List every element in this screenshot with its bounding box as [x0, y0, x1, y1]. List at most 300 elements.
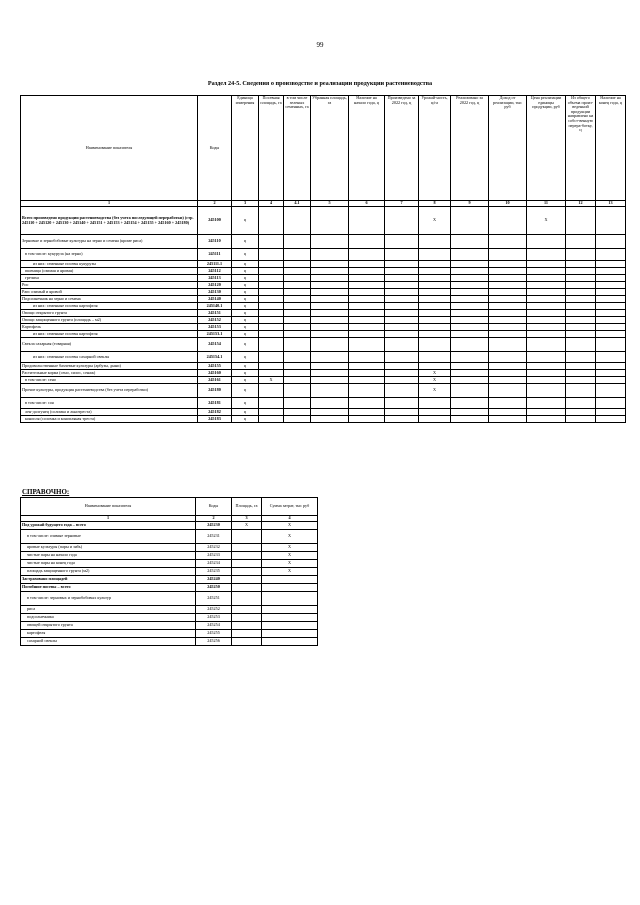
data-cell: [385, 289, 419, 296]
table-row: [21, 235, 626, 249]
data-cell: [489, 207, 527, 235]
data-cell: [566, 352, 596, 363]
data-cell: [419, 331, 451, 338]
reference-row-code: 245253: [196, 613, 232, 621]
row-code: 245153.1: [198, 331, 232, 338]
row-name: конопля (соломка и конопляная треста): [21, 416, 198, 423]
data-cell: [259, 370, 284, 377]
data-cell: [259, 282, 284, 289]
data-cell: [284, 275, 311, 282]
table-row: [21, 207, 626, 235]
reference-cost-cell: [262, 591, 318, 605]
data-cell: [566, 235, 596, 249]
data-cell: [451, 331, 489, 338]
reference-row: [21, 543, 318, 551]
data-cell: [349, 416, 385, 423]
data-cell: [311, 398, 349, 409]
row-name: лен-долгунец (соломка и льнотреста): [21, 409, 198, 416]
reference-row: [21, 529, 318, 543]
data-cell: [284, 249, 311, 261]
reference-column-header: Сумма затрат, тыс руб: [262, 498, 318, 516]
data-cell: [284, 331, 311, 338]
data-cell: [451, 261, 489, 268]
data-cell: [596, 282, 626, 289]
data-cell: [527, 352, 566, 363]
data-cell: [596, 324, 626, 331]
data-cell: [419, 409, 451, 416]
data-cell: [349, 235, 385, 249]
column-header: Убранная площадь, га: [311, 96, 349, 201]
reference-area-cell: [232, 605, 262, 613]
data-cell: [527, 275, 566, 282]
data-cell: [596, 409, 626, 416]
reference-cost-cell: X: [262, 543, 318, 551]
reference-column-number: 4: [262, 516, 318, 522]
column-number: 10: [489, 201, 527, 207]
data-cell: [259, 384, 284, 398]
data-cell: [451, 398, 489, 409]
data-cell: [419, 317, 451, 324]
data-cell: [489, 352, 527, 363]
data-cell: [311, 384, 349, 398]
reference-cost-cell: X: [262, 567, 318, 575]
reference-row: [21, 591, 318, 605]
data-cell: [451, 370, 489, 377]
table-row: [21, 384, 626, 398]
column-header: Наличие на начало года, ц: [349, 96, 385, 201]
row-unit: ц: [232, 352, 259, 363]
row-name: из них: семенные посевы картофеля: [21, 331, 198, 338]
data-cell: [349, 310, 385, 317]
data-cell: [489, 275, 527, 282]
reference-row: [21, 629, 318, 637]
row-unit: ц: [232, 370, 259, 377]
row-code: 245120: [198, 282, 232, 289]
data-cell: [419, 303, 451, 310]
data-cell: [489, 261, 527, 268]
data-cell: [311, 317, 349, 324]
row-code: 245140.1: [198, 303, 232, 310]
row-unit: ц: [232, 331, 259, 338]
reference-column-number: 3: [232, 516, 262, 522]
reference-row-code: 245254: [196, 621, 232, 629]
data-cell: [284, 261, 311, 268]
data-cell: X: [259, 377, 284, 384]
row-name: в том числе: кукуруза (на зерно): [21, 249, 198, 261]
reference-header-row: [21, 498, 318, 516]
column-number: 2: [198, 201, 232, 207]
data-cell: [311, 416, 349, 423]
reference-row-code: 245256: [196, 637, 232, 645]
row-name: Растительные корма (сено, силос, сенаж): [21, 370, 198, 377]
reference-area-cell: [232, 583, 262, 591]
data-cell: [489, 303, 527, 310]
data-cell: [349, 370, 385, 377]
data-cell: [385, 384, 419, 398]
row-code: 245151: [198, 310, 232, 317]
data-cell: [566, 338, 596, 352]
data-cell: [284, 352, 311, 363]
reference-area-cell: [232, 575, 262, 583]
data-cell: [489, 249, 527, 261]
data-cell: [451, 317, 489, 324]
data-cell: [284, 207, 311, 235]
data-cell: [527, 310, 566, 317]
data-cell: [349, 398, 385, 409]
data-cell: [596, 296, 626, 303]
data-cell: [451, 296, 489, 303]
data-cell: [259, 352, 284, 363]
row-name: пшеница (озимая и яровая): [21, 268, 198, 275]
data-cell: [349, 296, 385, 303]
row-unit: ц: [232, 261, 259, 268]
data-cell: [489, 331, 527, 338]
row-code: 245152: [198, 317, 232, 324]
data-cell: [451, 303, 489, 310]
row-code: 245181: [198, 398, 232, 409]
reference-cost-cell: [262, 605, 318, 613]
data-cell: [566, 289, 596, 296]
data-cell: [349, 261, 385, 268]
data-cell: [284, 289, 311, 296]
data-cell: X: [527, 207, 566, 235]
data-cell: [349, 207, 385, 235]
data-cell: [349, 282, 385, 289]
data-cell: [419, 282, 451, 289]
data-cell: [259, 207, 284, 235]
data-cell: [527, 235, 566, 249]
data-cell: [311, 235, 349, 249]
data-cell: [259, 416, 284, 423]
reference-cost-cell: [262, 575, 318, 583]
data-cell: X: [419, 384, 451, 398]
data-cell: [489, 370, 527, 377]
data-cell: [349, 249, 385, 261]
row-name: Рапс озимый и яровой: [21, 289, 198, 296]
data-cell: [566, 409, 596, 416]
table-row: [21, 409, 626, 416]
data-cell: [566, 268, 596, 275]
data-cell: [259, 409, 284, 416]
reference-row-code: 245252: [196, 605, 232, 613]
data-cell: [566, 317, 596, 324]
data-cell: [311, 296, 349, 303]
data-cell: [311, 363, 349, 370]
data-cell: [596, 363, 626, 370]
data-cell: [527, 363, 566, 370]
data-cell: [596, 331, 626, 338]
table-row: [21, 249, 626, 261]
reference-title: СПРАВОЧНО:: [22, 488, 70, 496]
row-code: 245154.1: [198, 352, 232, 363]
data-cell: [596, 261, 626, 268]
data-cell: [596, 268, 626, 275]
column-header: Доход от реализации, тыс руб: [489, 96, 527, 201]
table-row: [21, 310, 626, 317]
data-cell: [349, 317, 385, 324]
data-cell: [527, 324, 566, 331]
reference-row-code: 245255: [196, 629, 232, 637]
row-code: 245111.1: [198, 261, 232, 268]
row-code: 245154: [198, 338, 232, 352]
reference-column-number: 1: [21, 516, 196, 522]
data-cell: [566, 310, 596, 317]
reference-area-cell: [232, 613, 262, 621]
column-header: Цена реализации единицы продукции, руб: [527, 96, 566, 201]
data-cell: [596, 310, 626, 317]
data-cell: [566, 416, 596, 423]
data-cell: [385, 331, 419, 338]
data-cell: [385, 324, 419, 331]
reference-cost-cell: [262, 629, 318, 637]
reference-column-header: Наименование показателя: [21, 498, 196, 516]
data-cell: [527, 331, 566, 338]
data-cell: [349, 377, 385, 384]
data-cell: [259, 310, 284, 317]
data-cell: [489, 338, 527, 352]
table-row: [21, 416, 626, 423]
data-cell: [311, 289, 349, 296]
reference-area-cell: X: [232, 521, 262, 529]
data-cell: [527, 317, 566, 324]
data-cell: [451, 363, 489, 370]
row-unit: ц: [232, 398, 259, 409]
column-number: 1: [21, 201, 198, 207]
data-cell: [385, 249, 419, 261]
reference-row-name: в том числе: озимые зерновые: [21, 529, 196, 543]
reference-cost-cell: [262, 637, 318, 645]
data-cell: [284, 324, 311, 331]
reference-row: [21, 567, 318, 575]
reference-area-cell: [232, 559, 262, 567]
data-cell: [566, 331, 596, 338]
data-cell: [385, 275, 419, 282]
row-name: Прочие культуры, продукция растениеводства (без учета переработки): [21, 384, 198, 398]
data-cell: [566, 275, 596, 282]
data-cell: [385, 370, 419, 377]
row-code: 245183: [198, 416, 232, 423]
reference-row-name: картофеля: [21, 629, 196, 637]
reference-cost-cell: [262, 613, 318, 621]
row-unit: ц: [232, 363, 259, 370]
data-cell: [349, 384, 385, 398]
row-name: Зерновые и зернобобовые культуры на зерно и семена (кроме риса): [21, 235, 198, 249]
reference-area-cell: [232, 543, 262, 551]
row-code: 245110: [198, 235, 232, 249]
data-cell: [259, 289, 284, 296]
data-cell: [284, 409, 311, 416]
table-row: [21, 261, 626, 268]
row-unit: ц: [232, 303, 259, 310]
reference-area-cell: [232, 629, 262, 637]
reference-cost-cell: [262, 621, 318, 629]
data-cell: [566, 249, 596, 261]
data-cell: [419, 363, 451, 370]
column-header: в том числе зеленых семенных, га: [284, 96, 311, 201]
reference-cost-cell: [262, 583, 318, 591]
data-cell: X: [419, 370, 451, 377]
column-header: Коды: [198, 96, 232, 201]
data-cell: [385, 303, 419, 310]
data-cell: [419, 352, 451, 363]
row-unit: ц: [232, 275, 259, 282]
data-cell: [596, 207, 626, 235]
data-cell: [527, 296, 566, 303]
reference-row: [21, 637, 318, 645]
data-cell: [596, 289, 626, 296]
reference-row-code: 245230: [196, 521, 232, 529]
data-cell: [419, 261, 451, 268]
table-row: [21, 289, 626, 296]
data-cell: [451, 338, 489, 352]
reference-row-code: 245240: [196, 575, 232, 583]
data-cell: [385, 317, 419, 324]
data-cell: [284, 338, 311, 352]
data-cell: [284, 296, 311, 303]
reference-column-number: 2: [196, 516, 232, 522]
data-cell: [566, 296, 596, 303]
data-cell: [259, 275, 284, 282]
reference-area-cell: [232, 551, 262, 559]
data-cell: [419, 310, 451, 317]
data-cell: [489, 317, 527, 324]
data-cell: [527, 338, 566, 352]
data-cell: [259, 398, 284, 409]
table-row: [21, 296, 626, 303]
row-unit: ц: [232, 235, 259, 249]
data-cell: [259, 296, 284, 303]
data-cell: [566, 377, 596, 384]
data-cell: [385, 268, 419, 275]
data-cell: [311, 370, 349, 377]
table-row: [21, 282, 626, 289]
data-cell: [385, 338, 419, 352]
data-cell: [349, 275, 385, 282]
data-cell: [419, 398, 451, 409]
data-cell: [259, 268, 284, 275]
data-cell: [451, 377, 489, 384]
row-code: 245182: [198, 409, 232, 416]
data-cell: [284, 235, 311, 249]
row-code: 245155: [198, 363, 232, 370]
reference-row: [21, 583, 318, 591]
row-name: Рис: [21, 282, 198, 289]
data-cell: [527, 416, 566, 423]
data-cell: [527, 289, 566, 296]
data-cell: [596, 377, 626, 384]
row-code: 245153: [198, 324, 232, 331]
reference-row: [21, 575, 318, 583]
data-cell: [451, 289, 489, 296]
data-cell: [489, 363, 527, 370]
data-cell: [284, 384, 311, 398]
column-number: 4: [259, 201, 284, 207]
column-header: Урожай-ность, ц/га: [419, 96, 451, 201]
row-name: Овощи защищенного грунта (площадь – м2): [21, 317, 198, 324]
column-number: 5: [311, 201, 349, 207]
data-cell: [489, 310, 527, 317]
data-cell: [284, 317, 311, 324]
row-code: 245161: [198, 377, 232, 384]
reference-row-name: риса: [21, 605, 196, 613]
data-cell: [566, 398, 596, 409]
reference-row-name: чистые пары на конец года: [21, 559, 196, 567]
data-cell: [284, 268, 311, 275]
data-cell: [385, 352, 419, 363]
data-cell: X: [419, 377, 451, 384]
row-unit: ц: [232, 289, 259, 296]
reference-row: [21, 521, 318, 529]
reference-column-header: Коды: [196, 498, 232, 516]
data-cell: [349, 324, 385, 331]
data-cell: [284, 370, 311, 377]
row-name: из них: семенные посевы сахарной свеклы: [21, 352, 198, 363]
table-row: [21, 377, 626, 384]
column-number: 9: [451, 201, 489, 207]
data-cell: [489, 289, 527, 296]
data-cell: [527, 370, 566, 377]
data-cell: [259, 303, 284, 310]
data-cell: [284, 416, 311, 423]
data-cell: [311, 377, 349, 384]
data-cell: [419, 289, 451, 296]
data-cell: [349, 338, 385, 352]
reference-row-code: 245233: [196, 551, 232, 559]
data-cell: [385, 261, 419, 268]
data-cell: [489, 416, 527, 423]
data-cell: [527, 398, 566, 409]
row-unit: ц: [232, 207, 259, 235]
data-cell: [311, 324, 349, 331]
page-number: 99: [316, 41, 324, 49]
data-cell: [284, 363, 311, 370]
data-cell: [385, 310, 419, 317]
table-row: [21, 352, 626, 363]
data-cell: [596, 370, 626, 377]
data-cell: [284, 398, 311, 409]
data-cell: [385, 409, 419, 416]
data-cell: [566, 370, 596, 377]
reference-row-name: овощей открытого грунта: [21, 621, 196, 629]
data-cell: [419, 296, 451, 303]
reference-cost-cell: X: [262, 559, 318, 567]
row-name: Всего произведено продукции растениеводства (без учета последующей переработки) (стр. 245110 + 245120 + 245130 + 245140 + 245151 + 245153 + 245154 + 245155 + 245160 + 245180): [21, 207, 198, 235]
row-name: в том числе: сено: [21, 377, 198, 384]
data-cell: [311, 303, 349, 310]
data-cell: [451, 310, 489, 317]
data-cell: [451, 235, 489, 249]
reference-row: [21, 605, 318, 613]
row-name: Продовольственные бахчевые культуры (арбузы, дыни): [21, 363, 198, 370]
row-name: гречиха: [21, 275, 198, 282]
data-cell: [596, 275, 626, 282]
data-cell: [489, 296, 527, 303]
column-header: Из общего объема произ-веденной продукции направлено на собст-венную перера-ботку, ц: [566, 96, 596, 201]
reference-row-code: 245232: [196, 543, 232, 551]
data-cell: [451, 324, 489, 331]
column-number: 3: [232, 201, 259, 207]
reference-row-name: яровые культуры (пары и зябь): [21, 543, 196, 551]
row-unit: ц: [232, 409, 259, 416]
reference-row-name: подсолнечника: [21, 613, 196, 621]
reference-row: [21, 621, 318, 629]
data-cell: X: [419, 207, 451, 235]
data-cell: [527, 377, 566, 384]
reference-row-code: 245251: [196, 591, 232, 605]
data-cell: [311, 249, 349, 261]
row-code: 245140: [198, 296, 232, 303]
reference-row-name: в том числе: зерновых и зернобобовых культур: [21, 591, 196, 605]
